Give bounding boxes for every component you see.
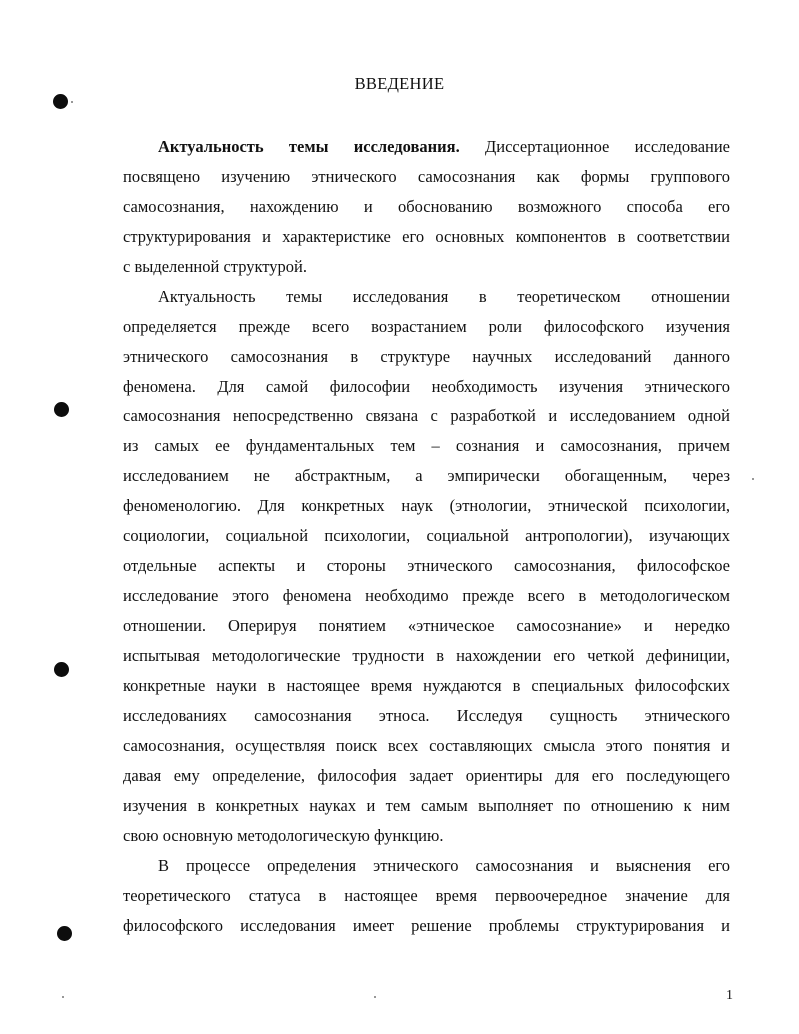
punch-hole-4	[57, 926, 72, 941]
text-line: испытывая методологические трудности в нахождении его четкой дефиниции,	[123, 646, 730, 665]
text-line: определяется прежде всего возрастанием роли философского изучения	[123, 317, 730, 336]
text-line: структурирования и характеристике его основных компонентов в соответствии	[123, 227, 730, 246]
text-line: философского исследования имеет решение проблемы структурирования и	[123, 916, 730, 935]
text-line	[158, 137, 730, 157]
section-lead: Актуальность темы исследования.	[158, 137, 460, 156]
text-line: исследованием не абстрактным, а эмпирически обогащенным, через	[123, 466, 730, 485]
text-line: исследование этого феномена необходимо прежде всего в методологическом	[123, 586, 730, 605]
scan-speck	[374, 996, 376, 998]
text-line: отдельные аспекты и стороны этнического самосознания, философское	[123, 556, 730, 575]
text-line: давая ему определение, философия задает ориентиры для его последующего	[123, 766, 730, 785]
text-line: из самых ее фундаментальных тем – сознания и самосознания, причем	[123, 436, 730, 455]
text-line: феноменологию. Для конкретных наук (этнологии, этнической психологии,	[123, 496, 730, 515]
scan-speck	[71, 101, 73, 103]
page-title: ВВЕДЕНИЕ	[354, 74, 445, 93]
text-line: этнического самосознания в структуре научных исследований данного	[123, 347, 730, 366]
text-line: исследованиях самосознания этноса. Исследуя сущность этнического	[123, 706, 730, 725]
text-line: Актуальность темы исследования в теоретическом отношении	[158, 287, 730, 306]
text-line: теоретического статуса в настоящее время первоочередное значение для	[123, 886, 730, 905]
text-line: самосознания, осуществляя поиск всех составляющих смысла этого понятия и	[123, 736, 730, 755]
scan-speck	[752, 478, 754, 480]
text-line: социологии, социальной психологии, социальной антропологии), изучающих	[123, 526, 730, 545]
text-line: феномена. Для самой философии необходимость изучения этнического	[123, 377, 730, 396]
text-line: посвящено изучению этнического самосознания как формы группового	[123, 167, 730, 186]
text-line: изучения в конкретных науках и тем самым выполняет по отношению к ним	[123, 796, 730, 815]
text-line: конкретные науки в настоящее время нуждаются в специальных философских	[123, 676, 730, 695]
punch-hole-2	[54, 402, 69, 417]
text-line: отношении. Оперируя понятием «этническое самосознание» и нередко	[123, 616, 730, 635]
text-line: свою основную методологическую функцию.	[123, 826, 444, 845]
text-line-0: Актуальность темы исследования. Диссертационное исследование	[158, 137, 731, 156]
text-line: самосознания, нахождению и обоснованию возможного способа его	[123, 197, 730, 216]
text-line: В процессе определения этнического самосознания и выяснения его	[158, 856, 730, 875]
punch-hole-3	[54, 662, 69, 677]
text-line: самосознания непосредственно связана с разработкой и исследованием одной	[123, 406, 730, 425]
page-number: 1	[726, 988, 733, 1003]
punch-hole-1	[53, 94, 68, 109]
text-line: с выделенной структурой.	[123, 257, 307, 276]
scan-speck	[62, 996, 64, 998]
